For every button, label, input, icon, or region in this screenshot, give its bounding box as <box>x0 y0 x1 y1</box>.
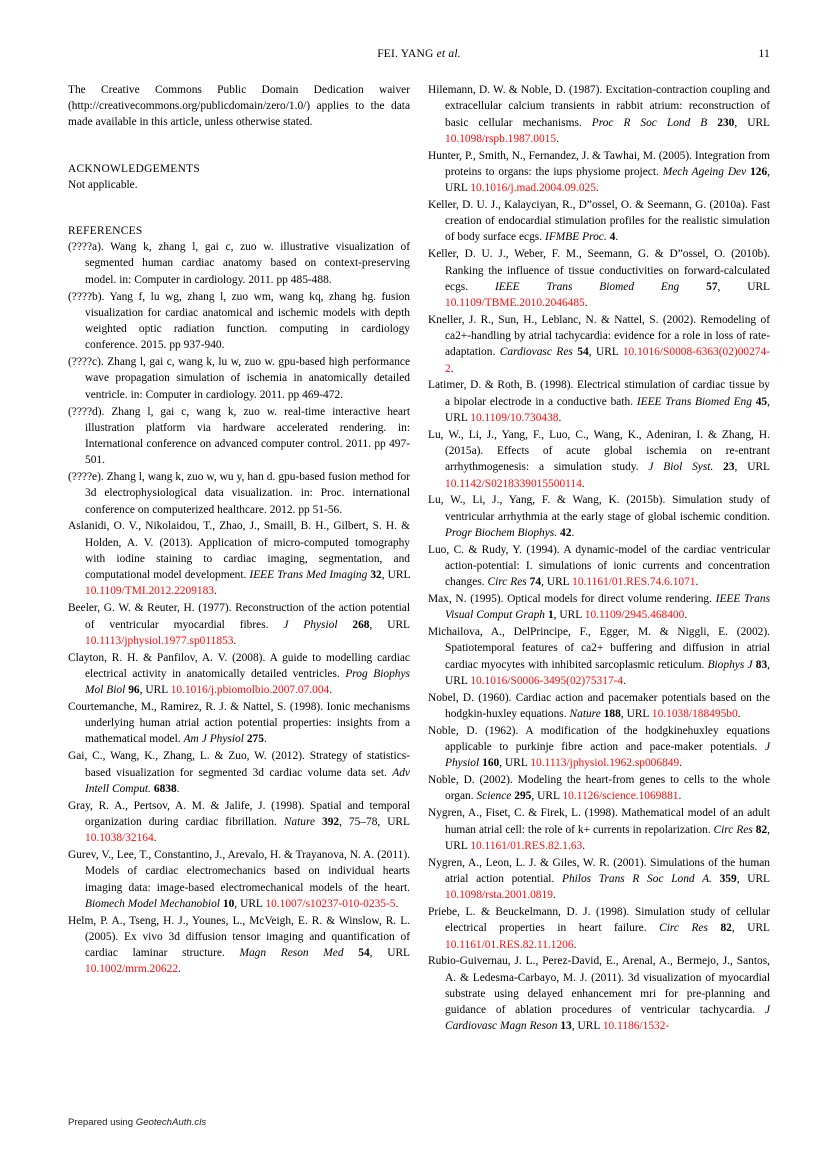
reference-text: Gray, R. A., Pertsov, A. M. & Jalife, J. (1998). Spatial and temporal organization during cardiac fibrillation. <box>68 799 410 828</box>
reference-text: . <box>582 839 586 852</box>
reference-text: . <box>450 362 454 375</box>
reference-text: . <box>737 708 741 721</box>
reference-text <box>712 873 720 885</box>
footer-prefix: Prepared using <box>68 1117 136 1128</box>
reference-entry <box>428 805 770 854</box>
volume-number: 4 <box>609 231 616 244</box>
reference-text: Nygren, A., Leon, L. J. & Giles, W. R. (2001). Simulations of the human atrial action potential. <box>428 856 770 885</box>
volume-number: 13 <box>560 1020 572 1033</box>
doi-link[interactable]: 10.1142/S0218339015500114 <box>445 477 582 490</box>
page-footer <box>68 1117 206 1128</box>
volume-number: 45 <box>755 395 768 408</box>
reference-text: Rubio-Guivernau, J. L., Perez-David, E., Arenal, A., Bermejo, J., Santos, A. & Ledesma-Carbayo, M. J. (2011). 3d visualization of myocardial substrate using delayed enhancement mri for pre-planning and guidance of ablation procedures of ventricular tachycardia. <box>428 955 770 1017</box>
volume-number: 268 <box>352 618 370 631</box>
reference-text: . <box>573 938 577 951</box>
reference-text: Hunter, P., Smith, N., Fernandez, J. & Tawhai, M. (2005). Integration from proteins to organs: the iups physiome project. <box>428 149 770 178</box>
reference-list-left <box>68 239 410 977</box>
reference-text: , URL <box>139 684 171 697</box>
acknowledgements-heading: ACKNOWLEDGEMENTS <box>68 162 200 175</box>
page-number: 11 <box>758 48 770 60</box>
reference-text: , URL <box>445 395 770 424</box>
volume-number: 23 <box>723 461 735 474</box>
reference-entry <box>428 904 770 953</box>
journal-title: Cardiovasc Res <box>499 346 573 359</box>
reference-text: Hilemann, D. W. & Noble, D. (1987). Excitation-contraction coupling and extracellular calcium transients in rabbit atrium: reconstruction of basic cellular mechanisms. <box>428 84 770 129</box>
reference-text: , URL <box>531 790 563 803</box>
journal-title: Mech Ageing Dev <box>662 165 747 178</box>
right-column <box>428 82 770 1035</box>
reference-text: , URL <box>553 609 585 622</box>
left-column <box>68 82 410 978</box>
reference-text <box>338 619 353 631</box>
volume-number: 1 <box>547 609 554 622</box>
reference-text: Gai, C., Wang, K., Zhang, L. & Zuo, W. (2012). Strategy of statistics-based visualization for segmented 3d cardiac volume data set. <box>68 750 410 779</box>
reference-text: Beeler, G. W. & Reuter, H. (1977). Reconstruction of the action potential of ventricular myocardial fibres. <box>68 602 410 631</box>
reference-entry <box>428 148 770 197</box>
volume-number: 392 <box>322 815 340 828</box>
reference-text: (????c). Zhang l, gai c, wang k, lu w, zuo w. gpu-based high performance wave propagation simulation of ischemia in anatomically detailed ventricle. in: Computer in cardiology. 2011. pp 469-472. <box>68 356 410 401</box>
doi-link[interactable]: 10.1113/jphysiol.1962.sp006849 <box>530 757 680 770</box>
reference-text <box>315 816 322 828</box>
reference-entry <box>68 518 410 599</box>
reference-text: Latimer, D. & Roth, B. (1998). Electrical stimulation of cardiac tissue by a bipolar electrode in a conductive bath. <box>428 379 770 408</box>
footer-class-file: GeotechAuth.cls <box>135 1117 207 1128</box>
reference-text: , URL <box>734 116 771 129</box>
reference-text: , URL <box>499 757 531 770</box>
journal-title: Proc R Soc Lond B <box>591 116 708 129</box>
journal-title: IEEE Trans Biomed Eng <box>636 395 752 408</box>
reference-entry <box>68 289 410 354</box>
volume-number: 96 <box>128 684 140 697</box>
reference-text: , URL <box>717 280 770 293</box>
reference-entry <box>428 690 770 723</box>
doi-link[interactable]: 10.1002/mrm.20622 <box>85 963 179 976</box>
reference-text: . <box>329 684 333 697</box>
reference-text: . <box>213 585 217 598</box>
reference-entry <box>68 650 410 699</box>
reference-text: . <box>595 182 599 195</box>
reference-entry <box>68 239 410 288</box>
volume-number: 295 <box>514 790 532 803</box>
reference-text: , URL <box>620 708 652 721</box>
reference-text <box>708 922 721 934</box>
reference-text: (????b). Yang f, lu wg, zhang l, zuo wm, wang kq, zhang hg. fusion visualization for cardiac anatomical and ischemic models with depth weighted optic radiation function. computing in cardiology conference. 2015. pp 937-940. <box>68 290 410 352</box>
reference-entry <box>428 591 770 624</box>
reference-text: . <box>684 609 688 622</box>
reference-entry <box>428 427 770 492</box>
volume-number: 230 <box>717 116 735 129</box>
reference-entry <box>428 624 770 689</box>
reference-text: Max, N. (1995). Optical models for direct volume rendering. <box>428 593 716 606</box>
references-heading: REFERENCES <box>68 225 143 238</box>
reference-text: Noble, D. (2002). Modeling the heart-from genes to cells to the whole organ. <box>428 774 770 803</box>
reference-text: Courtemanche, M., Ramirez, R. J. & Nattel, S. (1998). Ionic mechanisms underlying human atrial action potential properties: insights from a mathematical model. <box>68 700 410 746</box>
reference-text: . <box>176 782 180 795</box>
journal-title: J Physiol <box>445 741 770 770</box>
journal-title: Am J Physiol <box>183 733 244 746</box>
volume-number: 82 <box>720 922 732 935</box>
reference-text: . <box>695 576 699 589</box>
reference-list-right <box>428 82 770 1035</box>
running-head-authors: FEI. YANG <box>377 48 437 60</box>
doi-link[interactable]: 10.1109/2945.468400 <box>584 609 685 622</box>
doi-link[interactable]: 10.1113/jphysiol.1977.sp011853 <box>85 634 234 647</box>
reference-text: Aslanidi, O. V., Nikolaidou, T., Zhao, J., Smaill, B. H., Gilbert, S. H. & Holden, A. V. (2013). Application of micro-computed tomography with iodine staining to cardiac imaging, segmentation, and computational model development. <box>68 520 410 582</box>
reference-entry <box>68 798 410 847</box>
two-column-body <box>68 82 770 1035</box>
journal-title: Adv Intell Comput. <box>85 766 410 795</box>
reference-entry <box>428 542 770 591</box>
reference-text: Nobel, D. (1960). Cardiac action and pacemaker potentials based on the hodgkin-huxley equations. <box>428 691 770 721</box>
journal-title: Magn Reson Med <box>239 947 344 960</box>
volume-number: 32 <box>370 569 382 582</box>
volume-number: 54 <box>358 947 370 960</box>
reference-text: Lu, W., Li, J., Yang, F. & Wang, K. (2015b). Simulation study of ventricular arrhythmia at the early stage of global ischemic condition. <box>428 494 770 523</box>
reference-text: , URL <box>736 872 770 885</box>
reference-text: , URL <box>445 823 770 852</box>
journal-title: J Biol Syst. <box>648 461 714 474</box>
reference-text: Kneller, J. R., Sun, H., Leblanc, N. & Nattel, S. (2002). Remodeling of ca2+-handling by atrial tachycardia: evidence for a role in loss of rate-adaptation. <box>428 313 770 359</box>
reference-text: , URL <box>445 165 771 195</box>
reference-entry <box>428 312 770 377</box>
reference-text: . <box>395 897 399 910</box>
journal-title: Philos Trans R Soc Lond A. <box>561 872 712 885</box>
spacer <box>68 193 410 223</box>
reference-text: Nygren, A., Fiset, C. & Firek, L. (1998). Mathematical model of an adult human atrial cell: the role of k+ currents in repolarization. <box>428 807 770 836</box>
running-head-etal: et al. <box>436 48 461 60</box>
doi-link[interactable]: 10.1109/10.730438 <box>470 411 559 424</box>
journal-title: Nature <box>283 815 316 828</box>
reference-entry <box>428 492 770 541</box>
reference-text: Clayton, R. H. & Panfilov, A. V. (2008). A guide to modelling cardiac electrical activity in anatomically detailed ventricles. <box>68 651 410 680</box>
doi-link[interactable]: 10.1038/188495b0 <box>651 708 738 721</box>
reference-text: . <box>233 634 237 647</box>
reference-entry <box>68 748 410 797</box>
reference-text: (????e). Zhang l, wang k, zuo w, wu y, han d. gpu-based fusion method for 3d electrophysiological data visualization. in: Proc. international conference on computerized healthcare. 2012. pp 51-56. <box>68 471 410 516</box>
journal-title: IEEE Trans Med Imaging <box>249 569 368 582</box>
journal-title: IEEE Trans Biomed Eng <box>494 280 680 293</box>
reference-text: , URL <box>234 897 266 910</box>
doi-link[interactable]: 10.1186/1532- <box>602 1020 670 1033</box>
doi-link[interactable]: 10.1109/TMI.2012.2209183 <box>85 585 214 598</box>
reference-entry <box>428 953 770 1034</box>
volume-number: 6838 <box>153 782 177 795</box>
doi-link[interactable]: 10.1126/science.1069881 <box>562 790 679 803</box>
running-head-title <box>68 48 770 60</box>
reference-text <box>679 281 706 293</box>
reference-text: , 75–78, URL <box>339 815 410 828</box>
reference-text: . <box>615 231 619 244</box>
reference-text: , URL <box>445 658 771 687</box>
journal-title: Circ Res <box>713 823 753 836</box>
reference-entry <box>68 699 410 748</box>
reference-text: . <box>678 790 682 803</box>
volume-number: 74 <box>529 576 542 589</box>
reference-entry <box>68 354 410 403</box>
reference-text: , URL <box>369 947 411 960</box>
reference-text: Keller, D. U. J., Weber, F. M., Seemann, G. & D”ossel, O. (2010b). Ranking the influence of tissue conductivities on forward-calculated ecgs. <box>428 248 770 293</box>
running-head <box>68 48 770 70</box>
journal-title: Science <box>476 790 512 803</box>
reference-entry <box>428 82 770 147</box>
doi-link[interactable]: 10.1161/01.RES.82.11.1206 <box>445 938 574 951</box>
doi-link[interactable]: 10.1016/S0008-6363(02)00274-2 <box>445 346 770 375</box>
acknowledgements-body: Not applicable. <box>68 178 138 191</box>
reference-text: . <box>558 411 562 424</box>
volume-number: 82 <box>755 823 768 836</box>
journal-title: Nature <box>569 708 601 721</box>
doi-link[interactable]: 10.1161/01.RES.82.1.63 <box>470 839 583 852</box>
journal-title: Circ Res <box>659 922 708 935</box>
reference-text: . <box>584 297 588 310</box>
reference-text: . <box>581 477 585 490</box>
volume-number: 359 <box>719 872 737 885</box>
reference-entry <box>428 855 770 904</box>
journal-title: Biophys J <box>707 658 753 671</box>
volume-number: 10 <box>222 897 235 910</box>
reference-text: , URL <box>369 618 410 631</box>
volume-number: 83 <box>755 658 768 671</box>
reference-text: . <box>263 733 267 746</box>
reference-text <box>713 461 723 473</box>
journal-title: Progr Biochem Biophys. <box>445 526 558 539</box>
journal-title: IEEE Trans Visual Comput Graph <box>445 593 771 622</box>
reference-entry <box>68 847 410 912</box>
reference-entry <box>428 197 770 246</box>
journal-title: J Physiol <box>283 618 338 631</box>
journal-title: Circ Res <box>487 576 527 589</box>
reference-entry <box>68 404 410 469</box>
doi-link[interactable]: 10.1109/TBME.2010.2046485 <box>445 297 585 310</box>
volume-number: 54 <box>577 346 589 359</box>
reference-text: Keller, D. U. J., Kalayciyan, R., D”ossel, O. & Seemann, G. (2010a). Fast creation of endocardial stimulation profiles for the realistic simulation of body surface ecgs. <box>428 198 770 244</box>
reference-text: Helm, P. A., Tseng, H. J., Younes, L., McVeigh, E. R. & Winslow, R. L. (2005). Ex vivo 3d diffusion tensor imaging and quantification of cardiac laminar structure. <box>68 914 410 960</box>
license-paragraph: The Creative Commons Public Domain Dedication waiver (http://creativecommons.org/publicdomain/zero/1.0/) applies to the data made available in this article, unless otherwise stated. <box>68 84 410 129</box>
reference-entry <box>68 600 410 649</box>
reference-text: . <box>178 963 181 976</box>
doi-link[interactable]: 10.1098/rspb.1987.0015 <box>445 132 557 145</box>
reference-text: . <box>679 757 683 770</box>
reference-text: Lu, W., Li, J., Yang, F., Luo, C., Wang, K., Adeniran, I. & Zhang, H. (2015a). Effects of acute global ischemia on re-entrant arrhythmogenesis: a simulation study. <box>428 428 770 474</box>
reference-text: Michailova, A., DelPrincipe, F., Egger, M. & Niggli, E. (2002). Spatiotemporal features of ca2+ buffering and diffusion in atrial cardiac myocytes with inhibited sarcoplasmic reticulum. <box>428 626 770 671</box>
reference-entry <box>428 723 770 772</box>
spacer <box>68 131 410 161</box>
reference-text <box>344 947 359 959</box>
reference-entry <box>68 913 410 978</box>
volume-number: 160 <box>482 757 500 770</box>
doi-link[interactable]: 10.1016/j.mad.2004.09.025 <box>470 182 596 195</box>
reference-text: , URL <box>588 346 623 359</box>
reference-text: (????a). Wang k, zhang l, gai c, zuo w. illustrative visualization of segmented human cardiac anatomy based on context-preserving model. in: Computer in cardiology. 2011. pp 485-488. <box>68 241 410 286</box>
reference-text: , URL <box>731 922 770 935</box>
reference-entry <box>428 246 770 311</box>
journal-title: Biomech Model Mechanobiol <box>85 897 220 910</box>
journal-title: IFMBE Proc. <box>545 231 607 244</box>
volume-number: 126 <box>750 165 768 178</box>
reference-entry <box>68 469 410 518</box>
reference-text: . <box>556 132 559 145</box>
volume-number: 57 <box>706 280 718 293</box>
reference-text: , URL <box>571 1020 603 1033</box>
doi-link[interactable]: 10.1007/s10237-010-0235-5 <box>265 897 396 910</box>
reference-text: , URL <box>734 461 771 474</box>
doi-link[interactable]: 10.1161/01.RES.74.6.1071 <box>572 576 696 589</box>
volume-number: 42 <box>560 526 572 539</box>
reference-text: Priebe, L. & Beuckelmann, D. J. (1998). Simulation study of cellular electrical properties in heart failure. <box>428 906 770 935</box>
volume-number: 188 <box>603 708 621 721</box>
doi-link[interactable]: 10.1016/S0006-3495(02)75317-4 <box>470 674 624 687</box>
volume-number: 275 <box>246 733 264 746</box>
reference-text <box>707 117 717 129</box>
doi-link[interactable]: 10.1038/32164 <box>85 832 154 845</box>
reference-text: Noble, D. (1962). A modification of the hodgkinehuxley equations applicable to purkinje fibre action and pace-maker potentials. <box>428 724 770 754</box>
reference-text: Gurev, V., Lee, T., Constantino, J., Arevalo, H. & Trayanova, N. A. (2011). Models of cardiac electromechanics based on individual hearts imaging data: image-based electromechanical models of the heart. <box>68 849 410 894</box>
reference-text: Luo, C. & Rudy, Y. (1994). A dynamic-model of the cardiac ventricular action-potential: I. simulations of ionic currents and concentration changes. <box>428 543 770 589</box>
reference-text: , URL <box>541 576 573 589</box>
reference-text: , URL <box>381 569 410 582</box>
journal-title: J Cardiovasc Magn Reson <box>445 1004 770 1033</box>
doi-link[interactable]: 10.1016/j.pbiomolbio.2007.07.004 <box>170 684 330 697</box>
reference-text: . <box>623 674 626 687</box>
reference-text: . <box>153 832 157 845</box>
reference-text: . <box>571 526 575 539</box>
reference-text: . <box>552 889 556 902</box>
reference-text: (????d). Zhang l, gai c, wang k, zuo w. real-time interactive heart illustration platform via hardware accelerated rendering. in: International conference on advanced computer control. 2011. pp 497-501. <box>68 405 410 467</box>
reference-entry <box>428 377 770 426</box>
doi-link[interactable]: 10.1098/rsta.2001.0819 <box>445 889 553 902</box>
reference-entry <box>428 772 770 805</box>
journal-title: Prog Biophys Mol Biol <box>85 667 410 697</box>
